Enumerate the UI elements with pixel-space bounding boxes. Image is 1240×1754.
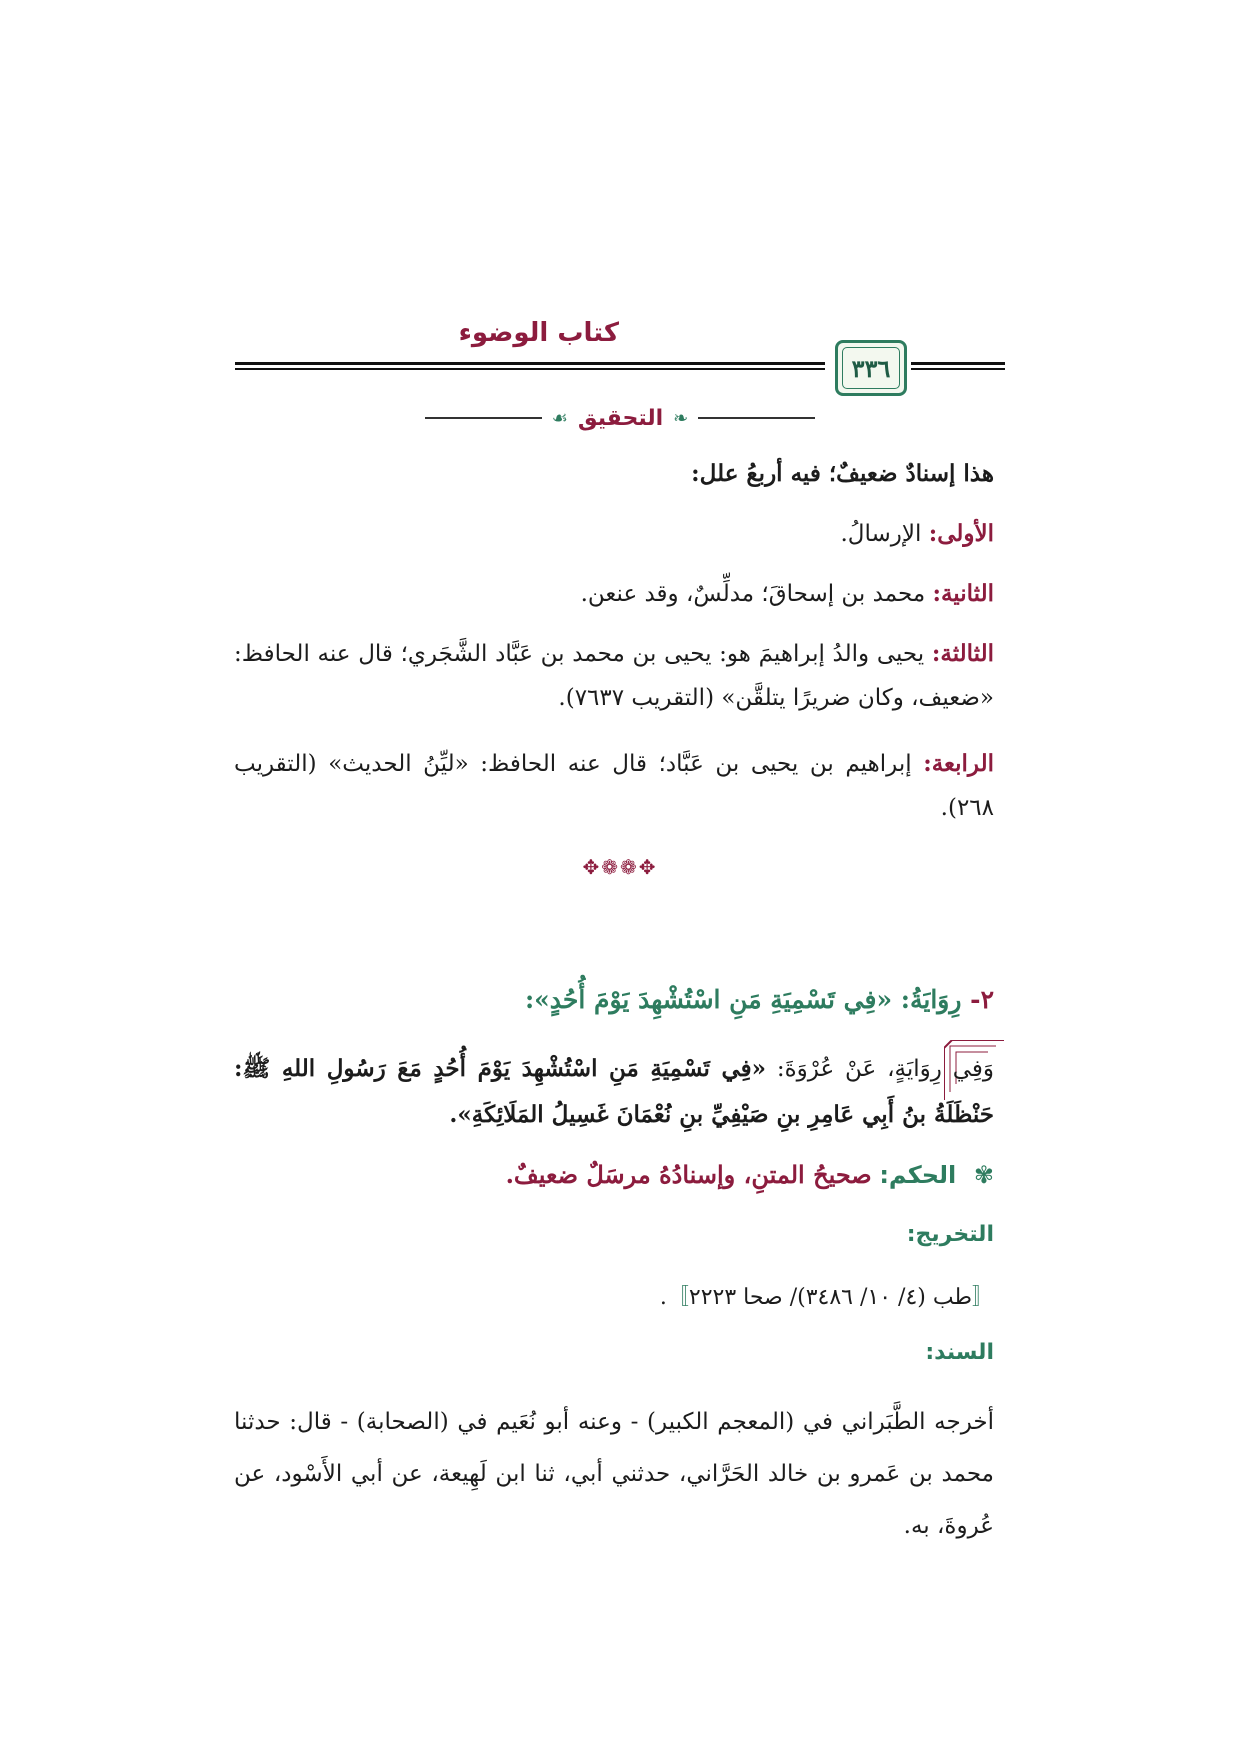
item-label: الأولى: <box>928 520 994 547</box>
divider-ornament-icon: ✥❁❁✥ <box>582 855 658 879</box>
item-text: يحيى والدُ إبراهيمَ هو: يحيى بن محمد بن عَبَّاد الشَّجَري؛ قال عنه الحافظ: «ضعيف، وكان ضريرًا يتلقَّن» (التقريب ٧٦٣٧). <box>234 641 994 711</box>
hadith-body: «فِي تَسْمِيَةِ مَنِ اسْتُشْهِدَ يَوْمَ أُحُدٍ مَعَ رَسُولِ اللهِ ﷺ: حَنْظَلَةُ بنُ أَبِي عَامِرِ بنِ صَيْفِيِّ بنِ نُعْمَانَ غَسِيلُ المَلَائِكَةِ». <box>234 1055 994 1128</box>
page-number-badge <box>835 340 907 396</box>
item-text: الإرسالُ. <box>840 521 922 547</box>
analysis-item <box>234 742 994 830</box>
ruling-value: صحيحُ المتنِ، وإسنادُهُ مرسَلٌ ضعيفٌ. <box>505 1160 872 1189</box>
flower-icon: ✾ <box>973 1161 994 1189</box>
book-title: كتاب الوضوء <box>458 318 619 348</box>
ornament-icon: ❧ <box>673 407 689 429</box>
ruling-label: الحكم: <box>879 1161 957 1189</box>
takhrij-references: 〚طب (٤/ ١٠/ ٣٤٨٦)/ صحا ٢٢٢٣〛. <box>659 1285 994 1310</box>
item-label: الرابعة: <box>923 750 994 777</box>
page-header <box>235 310 1005 390</box>
header-rule <box>235 362 825 365</box>
item-label: الثانية: <box>932 580 994 607</box>
narration-number: ٢- <box>970 985 994 1014</box>
takhrij-label: التخريج: <box>906 1222 994 1247</box>
ornament-icon: ☙ <box>551 407 568 429</box>
item-text: إبراهيم بن يحيى بن عَبَّاد؛ قال عنه الحافظ: «ليِّنُ الحديث» (التقريب ٢٦٨). <box>234 751 994 821</box>
bracket-open-icon: 〚 <box>971 1285 994 1310</box>
item-text: محمد بن إسحاقَ؛ مدلِّسٌ، وقد عنعن. <box>580 581 926 607</box>
header-rule <box>235 368 825 370</box>
sanad-label: السند: <box>925 1340 994 1365</box>
hadith-text <box>234 1046 994 1138</box>
heading-line <box>698 417 815 419</box>
analysis-item <box>234 632 994 720</box>
narration-heading <box>525 985 994 1014</box>
header-rule <box>911 368 1005 370</box>
analysis-intro: هذا إسنادٌ ضعيفٌ؛ فيه أربعُ علل: <box>691 460 994 487</box>
section-heading <box>425 400 815 436</box>
page-number: ٣٣٦ <box>851 353 891 383</box>
narration-title: رِوَايَةُ: «فِي تَسْمِيَةِ مَنِ اسْتُشْهِدَ يَوْمَ أُحُدٍ»: <box>524 985 962 1014</box>
item-label: الثالثة: <box>931 640 995 667</box>
section-title: التحقيق <box>577 405 664 431</box>
analysis-item <box>234 512 994 556</box>
sanad-text: أخرجه الطَّبَراني في (المعجم الكبير) - وعنه أبو نُعَيم في (الصحابة) - قال: حدثنا محمد بن عَمرو بن خالد الحَرَّاني، حدثني أبي، ثنا ابن لَهِيعة، عن أبي الأَسْود، عن عُروةَ، به. <box>234 1409 994 1539</box>
hadith-intro: وَفِي رِوَايَةٍ، عَنْ عُرْوَةَ: <box>765 1056 994 1082</box>
heading-line <box>425 417 542 419</box>
bracket-close-icon: 〛 <box>666 1285 689 1310</box>
ruling <box>506 1160 994 1189</box>
header-rule <box>911 362 1005 365</box>
analysis-item <box>234 572 994 616</box>
references-text: طب (٤/ ١٠/ ٣٤٨٦)/ صحا ٢٢٢٣ <box>688 1285 972 1310</box>
